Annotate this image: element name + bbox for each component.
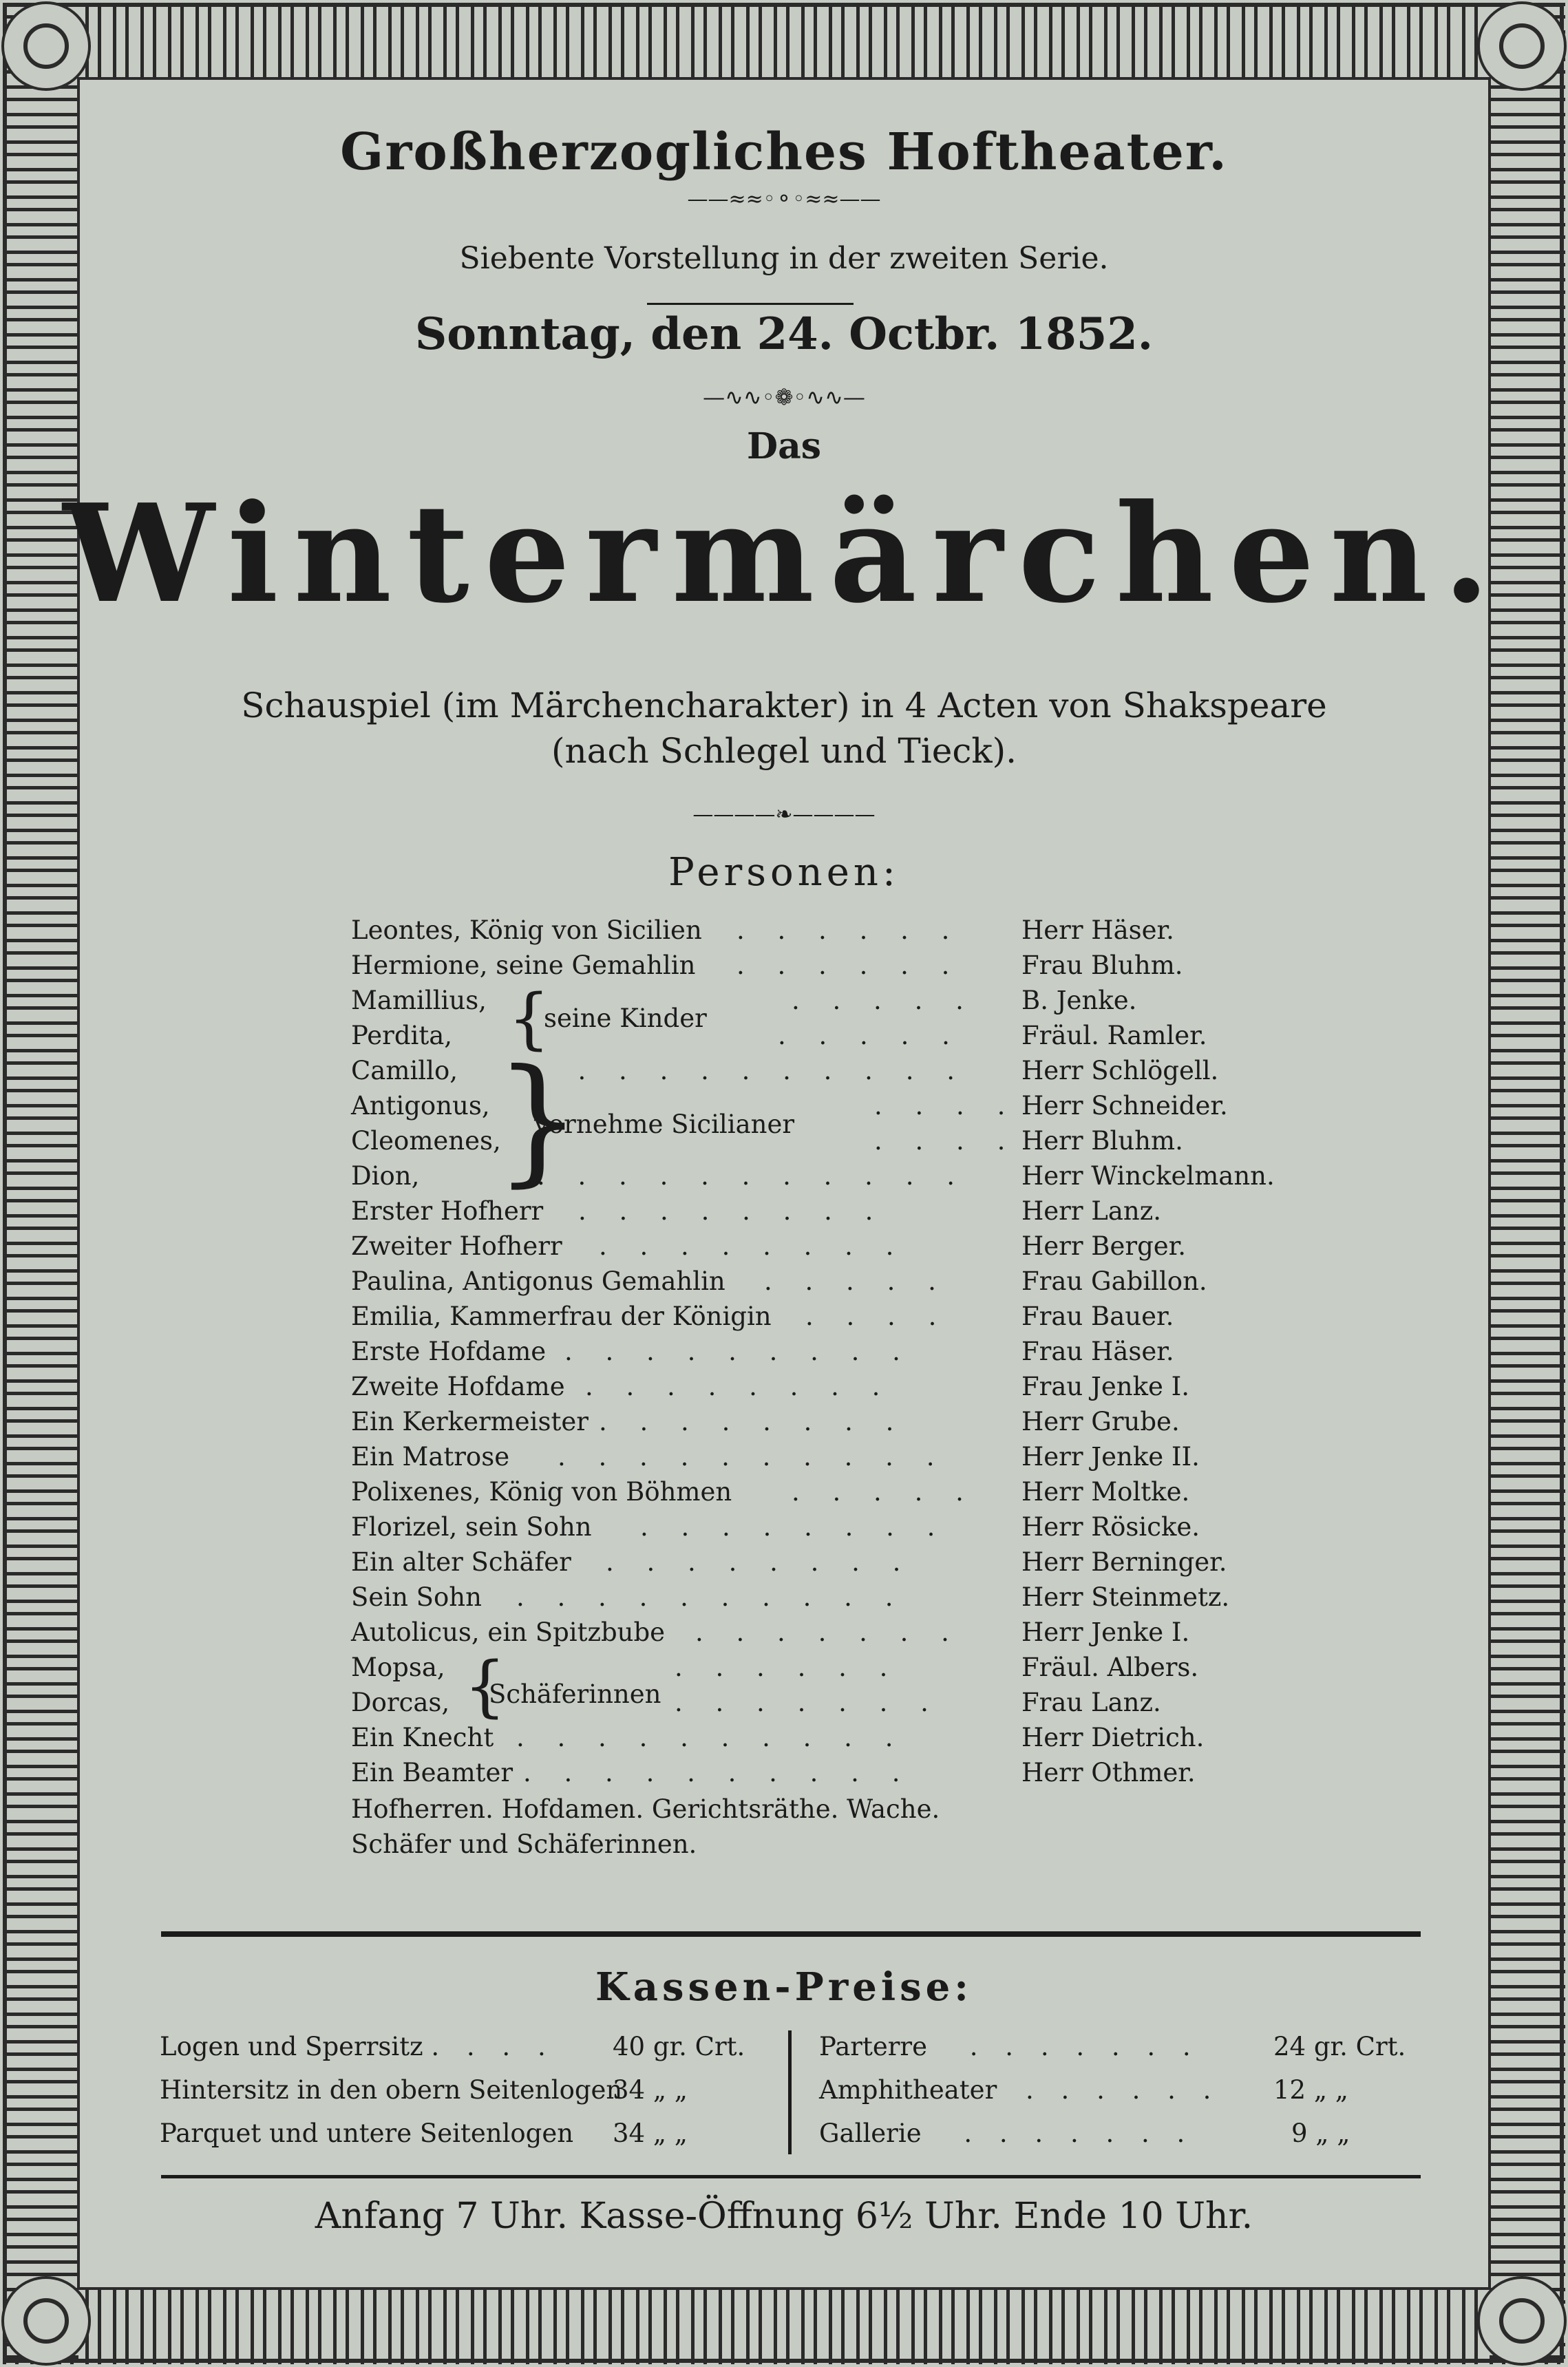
corner-ornament-icon: [1, 2276, 91, 2366]
cast-actor: Herr Othmer.: [1021, 1758, 1196, 1787]
leader-dots: . . . . . . .: [675, 1688, 941, 1717]
leader-dots: . . . . . .: [1026, 2075, 1221, 2105]
cast-row: [351, 1442, 1315, 1476]
leader-dots: . . . . . . . . . .: [523, 1758, 913, 1787]
cast-role: Ein Matrose: [351, 1442, 510, 1472]
leader-dots: . . . .: [874, 1126, 1018, 1156]
theatre-name: Großherzogliches Hoftheater.: [340, 123, 1228, 182]
leader-dots: . . . . .: [764, 1266, 949, 1296]
cast-actor: Herr Lanz.: [1021, 1196, 1162, 1226]
cast-role: Ein Kerkermeister: [351, 1407, 589, 1436]
price-value: 24 gr. Crt.: [1273, 2032, 1406, 2061]
price-row: [819, 2032, 1200, 2061]
price-row: [160, 2032, 555, 2061]
cast-actor: Herr Rösicke.: [1021, 1512, 1200, 1542]
cast-actor: Herr Winckelmann.: [1021, 1161, 1275, 1191]
price-value: 34 „ „: [613, 2119, 688, 2148]
column-divider: [788, 2030, 792, 2154]
play-title: Wintermärchen.: [63, 475, 1505, 633]
leader-dots: . . . . . . . . . . .: [537, 1056, 967, 1085]
cast-role: Ein Beamter: [351, 1758, 513, 1787]
price-label: Gallerie: [819, 2119, 922, 2148]
price-value: 40 gr. Crt.: [613, 2032, 745, 2061]
cast-actor: Frau Lanz.: [1021, 1688, 1161, 1717]
brace-icon: {: [508, 980, 551, 1057]
cast-row: [351, 1302, 1315, 1336]
corner-ornament-icon: [1, 1, 91, 91]
cast-row: [351, 1512, 1315, 1547]
cast-role: Dion,: [351, 1161, 420, 1191]
cast-actor: Herr Jenke I.: [1021, 1617, 1190, 1647]
series-note: Siebente Vorstellung in der zweiten Serie.: [459, 241, 1109, 276]
group-label: seine Kinder: [544, 1004, 707, 1033]
cast-role: Mopsa,: [351, 1653, 445, 1682]
leader-dots: . . . .: [431, 2032, 555, 2061]
leader-dots: . . . . . . .: [695, 1617, 962, 1647]
cast-role: Mamillius,: [351, 986, 487, 1015]
cast-actor: Herr Berger.: [1021, 1231, 1187, 1261]
extras-line: Schäfer und Schäferinnen.: [351, 1829, 697, 1859]
leader-dots: . . . . . . . .: [599, 1407, 907, 1436]
brace-icon: }: [494, 1040, 582, 1200]
price-row: [819, 2119, 1194, 2148]
cast-actor: Frau Bluhm.: [1021, 951, 1183, 980]
price-label: Logen und Sperrsitz: [160, 2032, 423, 2061]
leader-dots: . . . . . . . .: [578, 1196, 886, 1226]
cast-actor: Herr Steinmetz.: [1021, 1582, 1230, 1612]
divider: [161, 1931, 1421, 1937]
cast-row: [351, 1231, 1315, 1266]
cast-role: Erster Hofherr: [351, 1196, 544, 1226]
cast-role: Antigonus,: [351, 1091, 490, 1121]
leader-dots: . . . . . . .: [969, 2032, 1200, 2061]
leader-dots: . . . . . . .: [964, 2119, 1195, 2148]
cast-actor: Herr Berninger.: [1021, 1547, 1227, 1577]
cast-row: [351, 1337, 1315, 1371]
price-label: Hintersitz in den obern Seitenlogen: [160, 2075, 623, 2105]
cast-role: Zweite Hofdame: [351, 1372, 565, 1401]
price-label: Amphitheater: [819, 2075, 997, 2105]
leader-dots: . . . . . . . .: [640, 1512, 948, 1542]
cast-row: [351, 1758, 1315, 1792]
group-label: vornehme Sicilianer: [534, 1110, 795, 1139]
cast-actor: Frau Häser.: [1021, 1337, 1174, 1366]
cast-row: [351, 1407, 1315, 1441]
cast-row: [351, 1196, 1315, 1231]
cast-role: Cleomenes,: [351, 1126, 501, 1156]
corner-ornament-icon: [1477, 2276, 1567, 2366]
performance-times: Anfang 7 Uhr. Kasse-Öffnung 6½ Uhr. Ende 10 Uhr.: [315, 2196, 1253, 2237]
cast-actor: B. Jenke.: [1021, 986, 1137, 1015]
divider: [161, 2175, 1421, 2178]
price-label: Parterre: [819, 2032, 928, 2061]
price-label: Parquet und untere Seitenlogen: [160, 2119, 574, 2148]
cast-role: Erste Hofdame: [351, 1337, 547, 1366]
leader-dots: . . . . . .: [737, 951, 962, 980]
cast-role: Sein Sohn: [351, 1582, 482, 1612]
cast-actor: Herr Bluhm.: [1021, 1126, 1183, 1156]
price-value: 9 „ „: [1291, 2119, 1350, 2148]
cast-actor: Herr Moltke.: [1021, 1477, 1190, 1507]
cast-role: Ein Knecht: [351, 1723, 494, 1752]
extras-line: Hofherren. Hofdamen. Gerichtsräthe. Wache.: [351, 1794, 940, 1824]
leader-dots: . . . . . .: [737, 915, 962, 945]
ornament-divider-icon: ————❧————: [692, 803, 876, 827]
cast-row: [351, 1582, 1315, 1617]
cast-role: Paulina, Antigonus Gemahlin: [351, 1266, 725, 1296]
cast-row: [351, 915, 1315, 950]
corner-ornament-icon: [1477, 1, 1567, 91]
cast-row: [351, 1617, 1315, 1652]
cast-role: Camillo,: [351, 1056, 458, 1085]
price-row: [819, 2075, 1220, 2105]
cast-role: Ein alter Schäfer: [351, 1547, 571, 1577]
cast-row: [351, 1477, 1315, 1511]
leader-dots: . . . . . . . . . .: [516, 1723, 906, 1752]
cast-role: Autolicus, ein Spitzbube: [351, 1617, 666, 1647]
cast-actor: Herr Schneider.: [1021, 1091, 1228, 1121]
cast-actor: Frau Gabillon.: [1021, 1266, 1207, 1296]
ornament-divider-icon: ——≈≈◦⚬◦≈≈——: [687, 187, 881, 211]
price-value: 34 „ „: [613, 2075, 688, 2105]
cast-actor: Fräul. Ramler.: [1021, 1021, 1207, 1050]
cast-actor: Fräul. Albers.: [1021, 1653, 1199, 1682]
cast-actor: Herr Häser.: [1021, 915, 1174, 945]
group-label: Schäferinnen: [489, 1679, 661, 1709]
cast-role: Emilia, Kammerfrau der Königin: [351, 1302, 772, 1331]
leader-dots: . . . . . . . .: [585, 1372, 893, 1401]
play-subtitle: Schauspiel (im Märchencharakter) in 4 Acten von Shakspeare: [241, 686, 1327, 725]
leader-dots: . . . . . .: [675, 1653, 900, 1682]
cast-role: Perdita,: [351, 1021, 453, 1050]
cast-row: [351, 986, 1315, 1020]
cast-actor: Herr Schlögell.: [1021, 1056, 1219, 1085]
leader-dots: . . . . . . . . . .: [558, 1442, 947, 1472]
cast-row: [351, 1266, 1315, 1301]
cast-row: [351, 1547, 1315, 1582]
leader-dots: . . . .: [874, 1091, 1018, 1121]
leader-dots: . . . . . . . . .: [564, 1337, 913, 1366]
cast-role: Polixenes, König von Böhmen: [351, 1477, 732, 1507]
cast-actor: Herr Dietrich.: [1021, 1723, 1205, 1752]
cast-actor: Herr Jenke II.: [1021, 1442, 1200, 1472]
play-subtitle-source: (nach Schlegel und Tieck).: [551, 731, 1017, 771]
cast-actor: Frau Bauer.: [1021, 1302, 1174, 1331]
cast-heading: Personen:: [668, 850, 900, 895]
leader-dots: . . . .: [805, 1302, 949, 1331]
divider: [647, 303, 854, 305]
title-article: Das: [746, 425, 822, 467]
cast-role: Leontes, König von Sicilien: [351, 915, 702, 945]
cast-row: [351, 1723, 1315, 1757]
cast-role: Zweiter Hofherr: [351, 1231, 562, 1261]
ornament-divider-icon: —∿∿◦❁◦∿∿—: [703, 384, 865, 410]
cast-row: [351, 1372, 1315, 1406]
cast-role: Hermione, seine Gemahlin: [351, 951, 696, 980]
cast-role: Dorcas,: [351, 1688, 450, 1717]
price-value: 12 „ „: [1273, 2075, 1348, 2105]
leader-dots: . . . . .: [778, 1021, 962, 1050]
leader-dots: . . . . . . . .: [606, 1547, 913, 1577]
performance-date: Sonntag, den 24. Octbr. 1852.: [414, 308, 1154, 360]
leader-dots: . . . . . . . . . . .: [537, 1161, 967, 1191]
leader-dots: . . . . .: [792, 986, 976, 1015]
cast-actor: Herr Grube.: [1021, 1407, 1180, 1436]
leader-dots: . . . . .: [792, 1477, 976, 1507]
brace-icon: {: [464, 1648, 507, 1725]
prices-heading: Kassen-Preise:: [595, 1964, 973, 2010]
leader-dots: . . . . . . . .: [599, 1231, 907, 1261]
cast-row: [351, 951, 1315, 985]
cast-role: Florizel, sein Sohn: [351, 1512, 592, 1542]
leader-dots: . . . . . . . . . .: [516, 1582, 906, 1612]
cast-actor: Frau Jenke I.: [1021, 1372, 1190, 1401]
